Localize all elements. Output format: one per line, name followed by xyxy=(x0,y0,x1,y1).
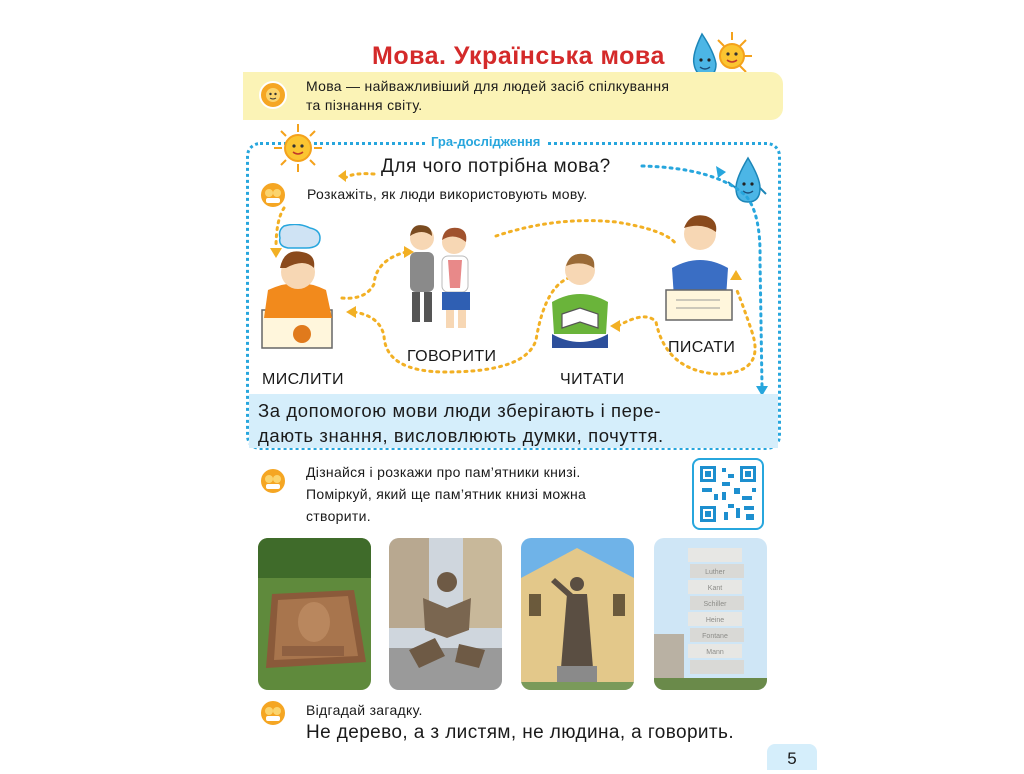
game-label: Гра-дослідження xyxy=(425,134,546,149)
tower-book-name: Mann xyxy=(706,649,724,656)
talk-badge-icon xyxy=(258,466,288,496)
photo-book-tower-monument xyxy=(654,538,767,690)
photo-fedorov-monument xyxy=(521,538,634,690)
photo-reading-child-monument xyxy=(389,538,502,690)
qr-code[interactable] xyxy=(692,458,764,530)
conclusion-line-1: За допомогою мови люди зберігають і пере- xyxy=(258,400,662,421)
riddle-badge-icon xyxy=(258,698,288,728)
conclusion-line-2: дають знання, висловлюють думки, почуття. xyxy=(258,425,664,446)
qr-code-icon xyxy=(694,460,762,528)
tower-book-name: Fontane xyxy=(702,633,728,640)
rule-sun-badge-icon xyxy=(258,80,288,110)
tower-book xyxy=(690,660,744,674)
task2-line-1: Дізнайся і розкажи про пам’ятники книзі. xyxy=(306,464,581,480)
verb-think: МИСЛИТИ xyxy=(262,371,344,388)
thinking-boy-illustration xyxy=(258,224,342,352)
verb-read: ЧИТАТИ xyxy=(560,371,625,388)
tower-book xyxy=(688,548,742,562)
verb-speak: ГОВОРИТИ xyxy=(407,348,497,365)
tower-book-name: Schiller xyxy=(703,601,727,608)
game-question: Для чого потрібна мова? xyxy=(381,156,611,177)
photo-book-face-monument xyxy=(258,538,371,690)
tower-book-name: Kant xyxy=(707,585,723,592)
verb-write: ПИСАТИ xyxy=(668,339,736,356)
riddle-text: Не дерево, а з листям, не людина, а говорить. xyxy=(306,722,735,743)
rule-line-2: та пізнання світу. xyxy=(306,97,423,113)
task2-line-3: створити. xyxy=(306,508,371,524)
page-number: 5 xyxy=(767,744,817,770)
rule-line-1: Мова — найважливіший для людей засіб спілкування xyxy=(306,78,670,94)
reading-boy-illustration xyxy=(544,250,616,354)
page-title: Мова. Українська мова xyxy=(372,42,665,70)
riddle-label: Відгадай загадку. xyxy=(306,702,423,718)
tower-book-name: Luther xyxy=(705,569,725,576)
writing-boy-illustration xyxy=(662,212,738,324)
talking-children-illustration xyxy=(398,218,486,330)
task2-line-2: Поміркуй, який ще пам’ятник книзі можна xyxy=(306,486,587,502)
game-task: Розкажіть, як люди використовують мову. xyxy=(307,186,588,202)
tower-book-name: Heine xyxy=(705,617,725,624)
